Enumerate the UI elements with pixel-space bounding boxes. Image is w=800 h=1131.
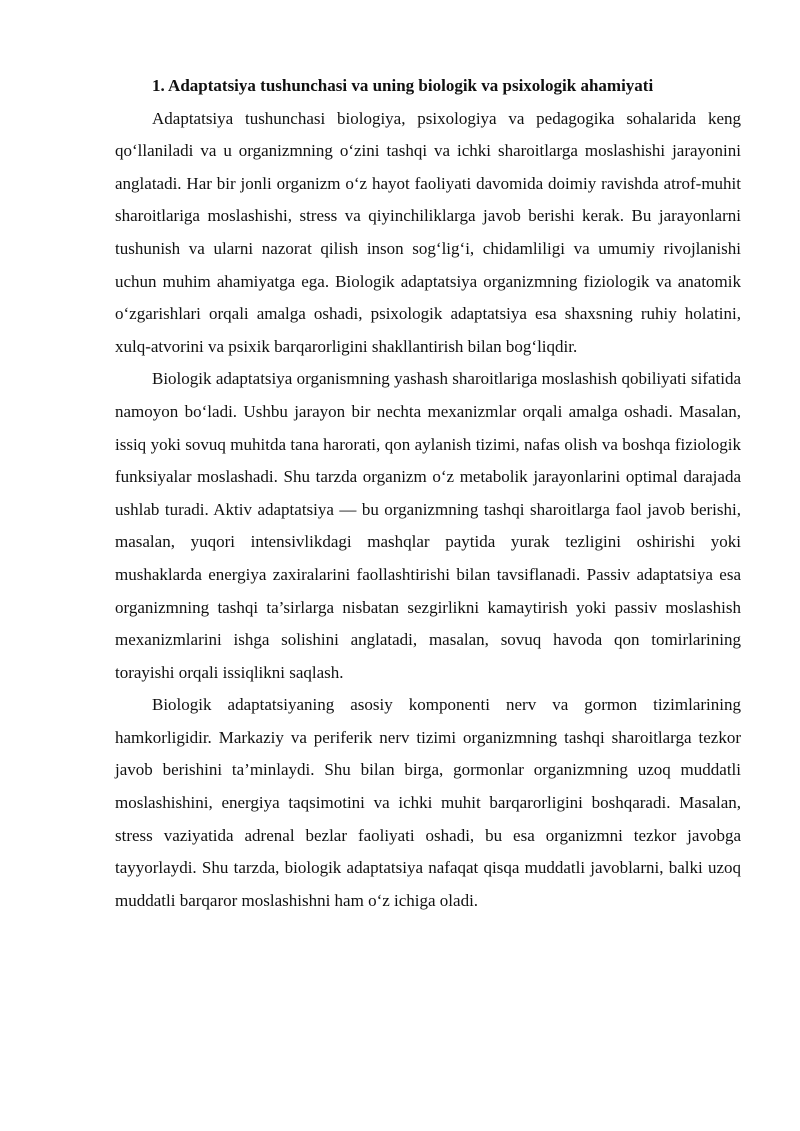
section-heading: 1. Adaptatsiya tushunchasi va uning biologik va psixologik ahamiyati	[152, 76, 654, 95]
paragraph-3: Biologik adaptatsiyaning asosiy komponenti nerv va gormon tizimlarining hamkorligidir. Markaziy va periferik nerv tizimi organizmning tashqi sharoitlarga tezkor javob berishini ta’minlaydi. Shu bilan birga, gormonlar organizmning uzoq muddatli moslashishini, energiya taqsimotini va ichki muhit barqarorligini boshqaradi. Masalan, stress vaziyatida adrenal bezlar faoliyati oshadi, bu esa organizmni tezkor javobga tayyorlaydi. Shu tarzda, biologik adaptatsiya nafaqat qisqa muddatli javoblarni, balki uzoq muddatli barqaror moslashishni ham o‘z ichiga oladi.	[115, 695, 741, 910]
paragraph-2: Biologik adaptatsiya organismning yashash sharoitlariga moslashish qobiliyati sifatida namoyon bo‘ladi. Ushbu jarayon bir nechta mexanizmlar orqali amalga oshadi. Masalan, issiq yoki sovuq muhitda tana harorati, qon aylanish tizimi, nafas olish va boshqa fiziologik funksiyalar moslashadi. Shu tarzda organizm o‘z metabolik jarayonlarini optimal darajada ushlab turadi. Aktiv adaptatsiya — bu organizmning tashqi sharoitlarga faol javob berishi, masalan, yuqori intensivlikdagi mashqlar paytida yurak tezligini oshirishi yoki mushaklarda energiya zaxiralarini faollashtirishi bilan tavsiflanadi. Passiv adaptatsiya esa organizmning tashqi ta’sirlarga nisbatan sezgirlikni kamaytirish yoki passiv moslashish mexanizmlarini ishga solishini anglatadi, masalan, sovuq havoda qon tomirlarining torayishi orqali issiqlikni saqlash.	[115, 369, 741, 682]
document-body	[115, 70, 741, 917]
paragraph-1: Adaptatsiya tushunchasi biologiya, psixologiya va pedagogika sohalarida keng qo‘llaniladi va u organizmning o‘zini tashqi va ichki sharoitlarga moslashishi jarayonini anglatadi. Har bir jonli organizm o‘z hayot faoliyati davomida doimiy ravishda atrof-muhit sharoitlariga moslashishi, stress va qiyinchiliklarga javob berishi kerak. Bu jarayonlarni tushunish va ularni nazorat qilish inson sog‘lig‘i, chidamliligi va umumiy rivojlanishi uchun muhim ahamiyatga ega. Biologik adaptatsiya organizmning fiziologik va anatomik o‘zgarishlari orqali amalga oshadi, psixologik adaptatsiya esa shaxsning ruhiy holatini, xulq-atvorini va psixik barqarorligini shakllantirish bilan bog‘liqdir.	[115, 108, 741, 356]
